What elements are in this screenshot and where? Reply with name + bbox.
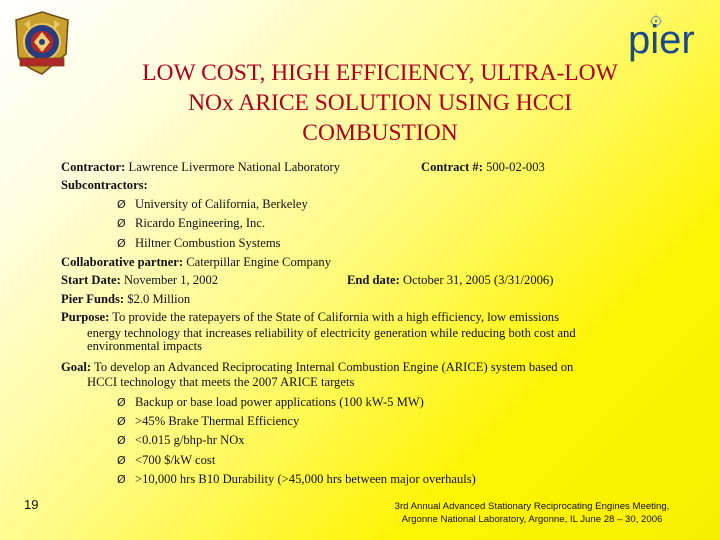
end-date-label: End date: <box>347 273 400 288</box>
subcontractor-name: Hiltner Combustion Systems <box>135 235 281 250</box>
goal-row <box>61 358 661 376</box>
bullet-arrow-icon: Ø <box>117 434 126 448</box>
pier-funds-value: $2.0 Million <box>127 291 191 306</box>
collaborative-partner-label: Collaborative partner: <box>61 255 184 270</box>
footer-line: 3rd Annual Advanced Stationary Reciprocating Engines Meeting, <box>394 501 670 512</box>
pier-funds-row <box>61 290 661 308</box>
bullet-arrow-icon: Ø <box>117 197 126 211</box>
slide-number: 19 <box>24 497 39 512</box>
contract-number <box>421 158 545 176</box>
contract-number-value: 500-02-003 <box>486 160 545 174</box>
list-item <box>61 234 661 253</box>
bullet-arrow-icon: Ø <box>117 236 126 250</box>
footer-line: Argonne National Laboratory, Argonne, IL June 28 – 30, 2006 <box>401 514 663 525</box>
bullet-arrow-icon: Ø <box>117 217 126 231</box>
end-date-value: October 31, 2005 (3/31/2006) <box>403 273 554 288</box>
list-item <box>61 451 661 470</box>
dates-row <box>61 271 661 289</box>
purpose-continuation: environmental impacts <box>87 339 203 354</box>
start-date-value: November 1, 2002 <box>123 273 219 288</box>
end-date <box>347 271 553 289</box>
footer <box>362 500 702 526</box>
subcontractors-label: Subcontractors: <box>61 178 148 193</box>
list-item <box>61 431 661 450</box>
purpose-label: Purpose: <box>61 310 110 325</box>
collaborative-partner-value: Caterpillar Engine Company <box>186 255 332 270</box>
subcontractors-row <box>61 176 661 194</box>
list-item <box>61 412 661 431</box>
goal-target: >10,000 hrs B10 Durability (>45,000 hrs between major overhauls) <box>135 472 476 487</box>
bullet-arrow-icon: Ø <box>117 453 126 467</box>
contractor-value: Lawrence Livermore National Laboratory <box>128 160 341 174</box>
list-item <box>61 214 661 233</box>
list-item <box>61 393 661 412</box>
california-energy-commission-seal-icon <box>12 10 72 76</box>
title-line: NOx ARICE SOLUTION USING HCCI <box>188 90 572 116</box>
pier-logo <box>628 14 708 64</box>
contractor-label: Contractor: <box>61 160 126 174</box>
start-date-label: Start Date: <box>61 273 121 288</box>
goal-label: Goal: <box>61 359 92 374</box>
title-line: COMBUSTION <box>302 120 458 146</box>
purpose-continuation: energy technology that increases reliability of electricity generation while reducing both cost and <box>87 325 576 340</box>
bullet-arrow-icon: Ø <box>117 395 126 409</box>
goal-target: >45% Brake Thermal Efficiency <box>135 413 300 428</box>
purpose-row <box>61 308 661 326</box>
goal-text: To develop an Advanced Reciprocating Internal Combustion Engine (ARICE) system based on <box>94 359 574 374</box>
subcontractor-name: University of California, Berkeley <box>135 196 308 211</box>
title-line: LOW COST, HIGH EFFICIENCY, ULTRA-LOW <box>142 60 618 86</box>
subcontractor-name: Ricardo Engineering, Inc. <box>135 216 266 231</box>
contract-number-label: Contract #: <box>421 160 483 174</box>
goal-target: Backup or base load power applications (100 kW-5 MW) <box>135 394 424 409</box>
list-item <box>61 195 661 214</box>
purpose-text: To provide the ratepayers of the State of California with a high efficiency, low emissions <box>112 310 559 325</box>
slide-title <box>100 58 660 148</box>
slide-body <box>61 158 661 490</box>
goal-target: <0.015 g/bhp-hr NOx <box>135 433 245 448</box>
bullet-arrow-icon: Ø <box>117 473 126 487</box>
goal-continuation: HCCI technology that meets the 2007 ARICE targets <box>87 375 355 390</box>
goal-target: <700 $/kW cost <box>135 452 216 467</box>
pier-funds-label: Pier Funds: <box>61 291 125 306</box>
collaborative-partner-row <box>61 253 661 271</box>
pier-logo-text: pier <box>628 18 695 62</box>
list-item <box>61 470 661 489</box>
contractor-row <box>61 158 661 176</box>
bullet-arrow-icon: Ø <box>117 414 126 428</box>
